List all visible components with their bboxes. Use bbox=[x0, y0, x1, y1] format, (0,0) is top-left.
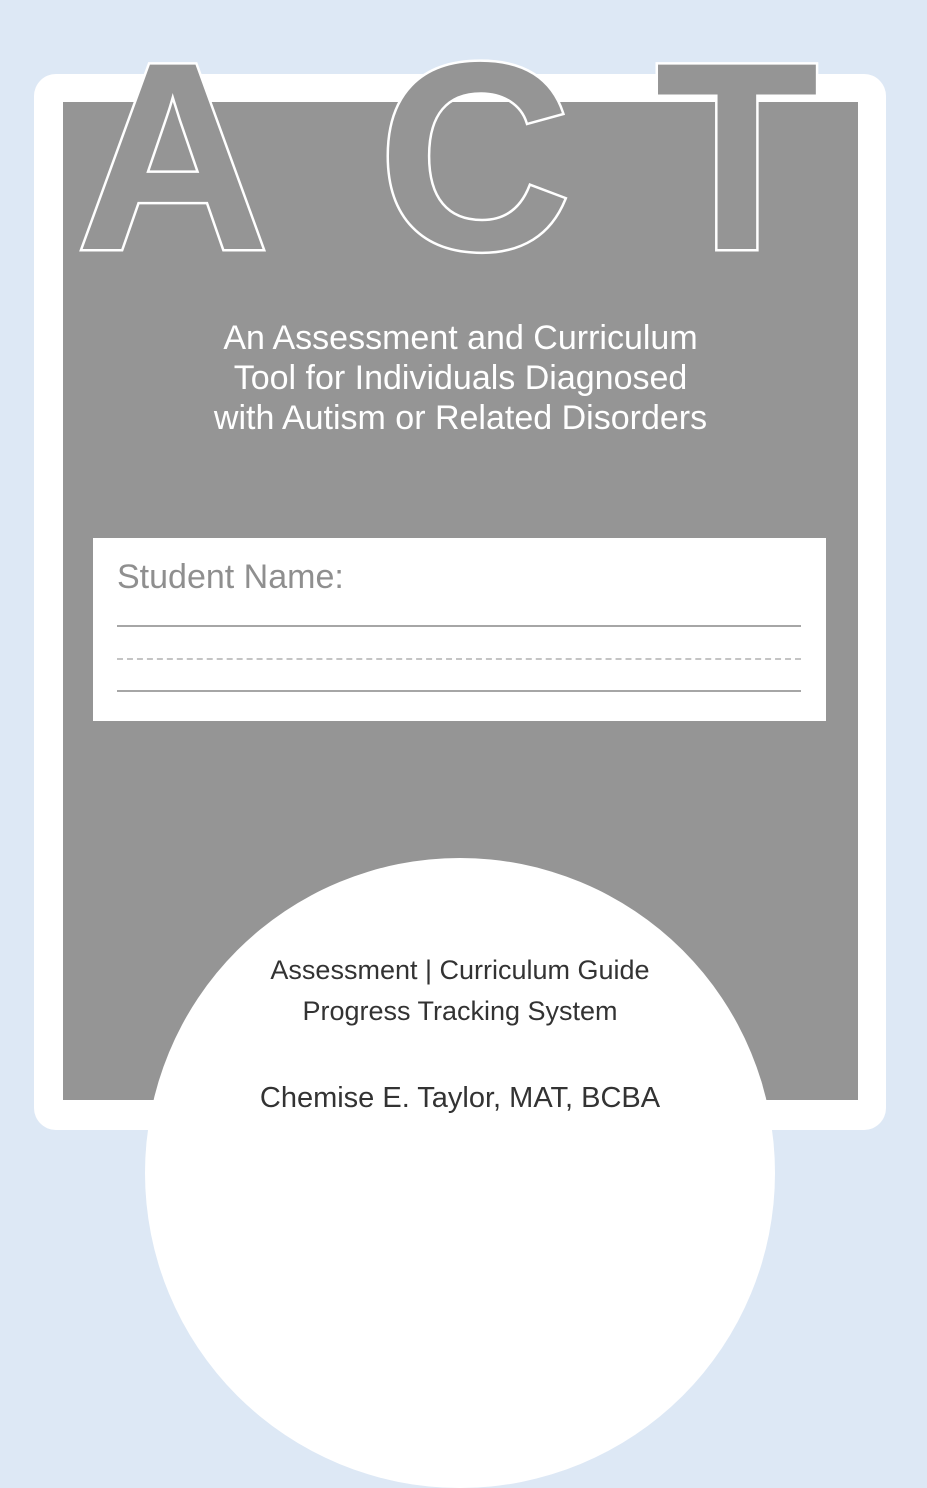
author-line: Chemise E. Taylor, MAT, BCBA bbox=[259, 1082, 661, 1114]
title-letter-c: C bbox=[378, 6, 572, 306]
subtitle bbox=[63, 318, 858, 438]
subtitle-line: An Assessment and Curriculum bbox=[223, 319, 698, 357]
system-line: Progress Tracking System bbox=[302, 996, 618, 1026]
subtitle-line: Tool for Individuals Diagnosed bbox=[233, 359, 688, 397]
student-name-box bbox=[93, 538, 826, 721]
subtitle-line: with Autism or Related Disorders bbox=[213, 399, 708, 437]
components-line: Assessment | Curriculum Guide bbox=[270, 955, 650, 985]
bottom-circle bbox=[145, 858, 775, 1488]
student-name-label: Student Name: bbox=[117, 558, 344, 596]
title-letter-t: T bbox=[655, 6, 819, 306]
title-letter-a: A bbox=[76, 6, 270, 306]
writing-line bbox=[117, 625, 801, 627]
writing-baseline bbox=[117, 690, 801, 692]
writing-midline bbox=[117, 658, 801, 660]
